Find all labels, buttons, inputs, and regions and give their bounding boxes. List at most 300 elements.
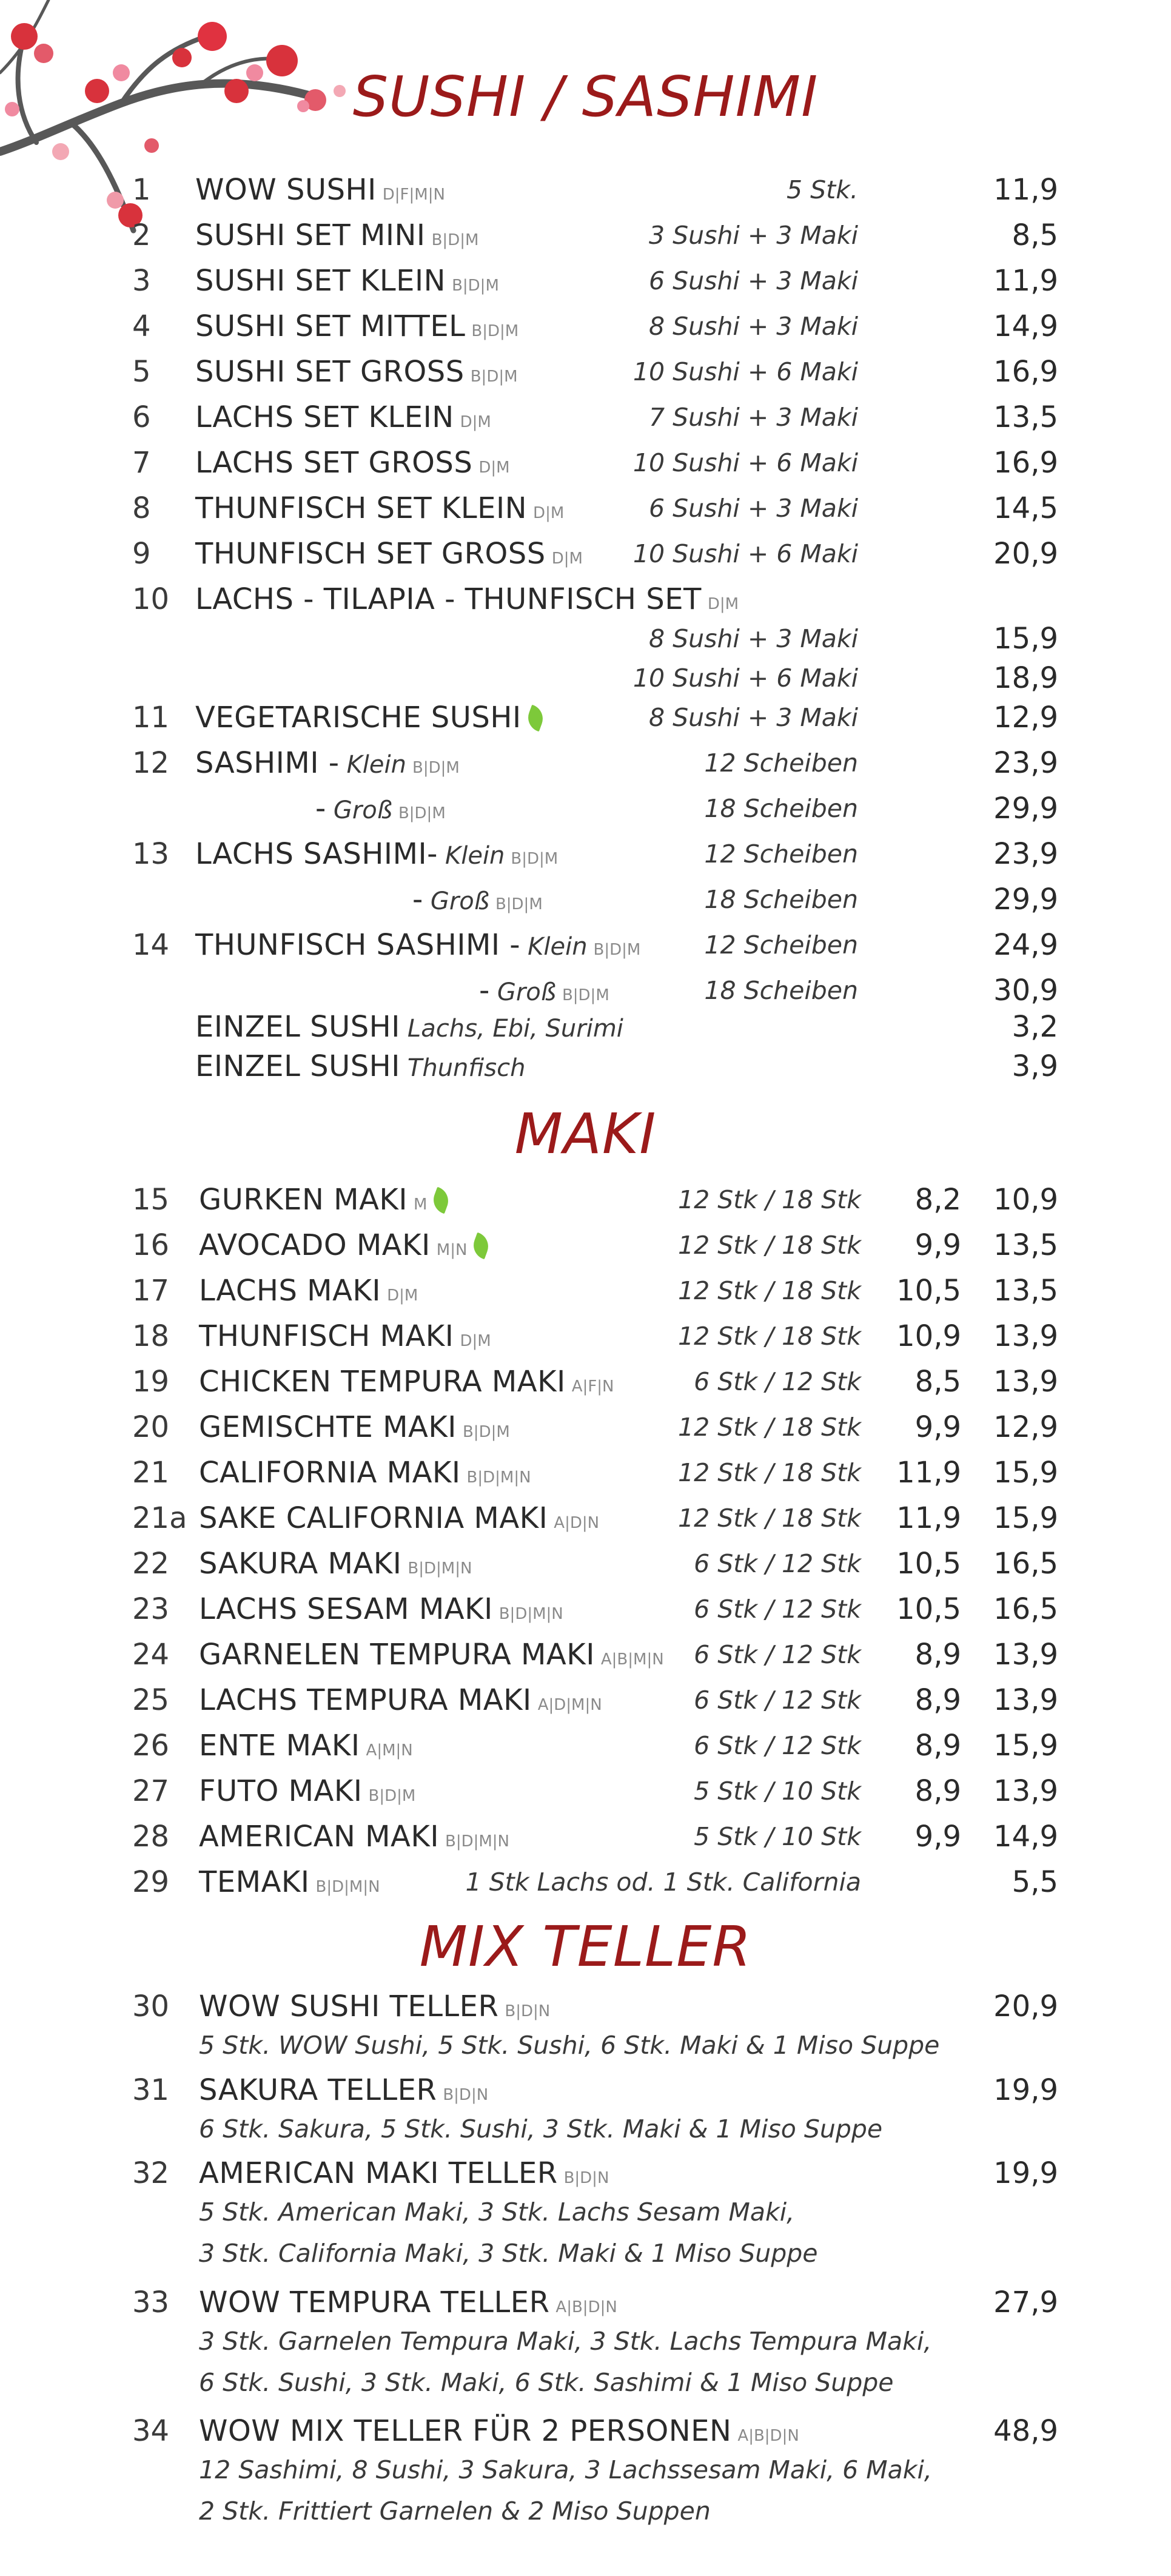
item-price-large: 10,9 [993, 1183, 1058, 1217]
item-name [199, 1319, 491, 1353]
item-price: 24,9 [993, 928, 1058, 962]
allergen-codes: B|D|M [452, 277, 499, 295]
item-name [195, 491, 564, 525]
menu-row [0, 2156, 1171, 2199]
item-name [199, 1683, 602, 1717]
item-number: 3 [132, 264, 151, 298]
item-title: - [315, 792, 326, 826]
item-price-small: 11,9 [896, 1501, 961, 1535]
allergen-codes: B|D|M [562, 986, 609, 1004]
item-name [199, 1592, 563, 1626]
item-price-small: 8,9 [914, 1774, 961, 1808]
menu-row [0, 1501, 1171, 1544]
item-number: 11 [132, 701, 170, 735]
item-portion: 6 Sushi + 3 Maki [648, 266, 858, 295]
item-name [199, 1865, 380, 1899]
item-title: SASHIMI - [195, 746, 340, 780]
item-price: 16,9 [993, 355, 1058, 389]
allergen-codes: B|D|M|N [445, 1832, 510, 1851]
item-price: 8,5 [1012, 218, 1058, 252]
menu-row [0, 1228, 1171, 1271]
item-contents-line: 3 Stk. California Maki, 3 Stk. Maki & 1 Miso Suppe [199, 2239, 818, 2268]
item-title: SUSHI SET GROSS [195, 355, 465, 389]
menu-row [0, 309, 1171, 352]
item-price-large: 13,9 [993, 1774, 1058, 1808]
item-name [199, 1638, 664, 1672]
menu-row [0, 582, 1171, 625]
item-portion: 12 Stk / 18 Stk [678, 1322, 861, 1351]
menu-row [0, 746, 1171, 789]
item-portion: 8 Sushi + 3 Maki [648, 624, 858, 653]
item-contents-line: 12 Sashimi, 8 Sushi, 3 Sakura, 3 Lachssesam Maki, 6 Maki, [199, 2455, 932, 2484]
item-title: - [479, 974, 490, 1007]
item-number: 9 [132, 537, 151, 571]
item-number: 16 [132, 1228, 170, 1262]
item-price: 3,9 [1012, 1049, 1058, 1083]
menu-row [0, 1456, 1171, 1498]
item-portion: 5 Stk. [787, 175, 858, 204]
allergen-codes: A|D|M|N [537, 1696, 602, 1714]
item-title: GEMISCHTE MAKI [199, 1410, 457, 1444]
item-price: 29,9 [993, 792, 1058, 826]
item-number: 24 [132, 1638, 170, 1672]
item-number: 7 [132, 446, 151, 480]
section-title-maki: MAKI [514, 1101, 657, 1166]
menu-row [0, 1365, 1171, 1407]
item-portion: 8 Sushi + 3 Maki [648, 312, 858, 341]
item-name [199, 2285, 617, 2319]
item-price: 20,9 [993, 1989, 1058, 2023]
menu-row [0, 2073, 1171, 2116]
allergen-codes: M [414, 1196, 428, 1214]
item-name [195, 928, 640, 962]
item-title: SAKURA TELLER [199, 2073, 437, 2107]
item-title: WOW TEMPURA TELLER [199, 2285, 550, 2319]
item-number: 4 [132, 309, 151, 343]
item-portion: 5 Stk / 10 Stk [694, 1777, 861, 1806]
item-name [199, 1410, 510, 1444]
item-name [199, 2073, 488, 2107]
item-price-small: 10,5 [896, 1592, 961, 1626]
item-portion: 12 Scheiben [704, 930, 858, 960]
item-price-small: 9,9 [914, 1228, 961, 1262]
item-price-large: 13,9 [993, 1365, 1058, 1399]
allergen-codes: A|B|D|N [737, 2427, 799, 2445]
item-portion: 7 Sushi + 3 Maki [648, 403, 858, 432]
allergen-codes: B|D|M [511, 850, 559, 868]
item-name [195, 400, 491, 434]
item-title: WOW SUSHI TELLER [199, 1989, 499, 2023]
item-price-large: 5,5 [1012, 1865, 1058, 1899]
item-price: 13,5 [993, 400, 1058, 434]
item-title: CALIFORNIA MAKI [199, 1456, 461, 1490]
item-name [315, 792, 446, 826]
item-portion: 6 Stk / 12 Stk [694, 1686, 861, 1715]
item-size-label: Klein [528, 933, 588, 961]
item-price-large: 16,5 [993, 1592, 1058, 1626]
item-name [195, 218, 478, 252]
item-number: 6 [132, 400, 151, 434]
allergen-codes: B|D|M|N [498, 1605, 563, 1623]
allergen-codes: A|B|M|N [600, 1650, 664, 1669]
item-number: 34 [132, 2414, 170, 2448]
item-price-small: 10,5 [896, 1274, 961, 1308]
allergen-codes: D|F|M|N [382, 186, 445, 204]
item-portion: 10 Sushi + 6 Maki [632, 448, 858, 477]
menu-row [0, 661, 1171, 704]
item-title: THUNFISCH MAKI [199, 1319, 454, 1353]
item-price-small: 8,9 [914, 1683, 961, 1717]
item-title: THUNFISCH SASHIMI - [195, 928, 521, 962]
menu-row [0, 1729, 1171, 1771]
allergen-codes: B|D|N [443, 2086, 489, 2104]
item-price-small: 9,9 [914, 1410, 961, 1444]
menu-row [0, 1010, 1171, 1052]
item-portion: 1 Stk Lachs od. 1 Stk. California [465, 1868, 861, 1897]
item-price-large: 13,9 [993, 1638, 1058, 1672]
item-name [195, 701, 543, 735]
item-name [199, 1729, 413, 1763]
allergen-codes: D|M [460, 1332, 491, 1350]
item-portion: 6 Stk / 12 Stk [694, 1595, 861, 1624]
item-size-label: Klein [346, 751, 406, 779]
menu-row [0, 264, 1171, 306]
item-number: 5 [132, 355, 151, 389]
item-number: 23 [132, 1592, 170, 1626]
item-number: 17 [132, 1274, 170, 1308]
item-number: 13 [132, 837, 170, 871]
item-price-large: 15,9 [993, 1729, 1058, 1763]
item-number: 27 [132, 1774, 170, 1808]
item-name [195, 1049, 525, 1083]
item-name [199, 1228, 489, 1262]
item-size-label: Groß [497, 978, 556, 1006]
menu-row [0, 1410, 1171, 1453]
item-portion: 6 Stk / 12 Stk [694, 1731, 861, 1760]
item-title: SAKURA MAKI [199, 1547, 402, 1581]
item-size-label: Thunfisch [407, 1054, 526, 1082]
item-name [195, 446, 510, 480]
item-name [195, 355, 518, 389]
item-name [199, 1274, 418, 1308]
item-number: 33 [132, 2285, 170, 2319]
item-price-small: 9,9 [914, 1820, 961, 1854]
allergen-codes: A|B|D|N [555, 2298, 617, 2316]
item-price-large: 14,9 [993, 1820, 1058, 1854]
item-price: 27,9 [993, 2285, 1058, 2319]
item-contents-line: 5 Stk. WOW Sushi, 5 Stk. Sushi, 6 Stk. Maki & 1 Miso Suppe [199, 2031, 940, 2060]
item-price-large: 13,5 [993, 1228, 1058, 1262]
item-size-label: Groß [430, 887, 489, 915]
item-portion: 12 Stk / 18 Stk [678, 1276, 861, 1305]
allergen-codes: B|D|M|N [466, 1468, 531, 1487]
allergen-codes: D|M [533, 504, 565, 522]
item-title: AMERICAN MAKI TELLER [199, 2156, 558, 2190]
allergen-codes: D|M [387, 1286, 418, 1305]
item-number: 21a [132, 1501, 187, 1535]
allergen-codes: A|F|N [571, 1377, 614, 1396]
menu-row [0, 2285, 1171, 2328]
item-price: 19,9 [993, 2156, 1058, 2190]
item-number: 32 [132, 2156, 170, 2190]
item-name [199, 1989, 550, 2023]
allergen-codes: B|D|M|N [315, 1878, 380, 1896]
item-title: GARNELEN TEMPURA MAKI [199, 1638, 595, 1672]
item-number: 14 [132, 928, 170, 962]
menu-row [0, 928, 1171, 970]
item-price: 48,9 [993, 2414, 1058, 2448]
menu-row [0, 173, 1171, 215]
item-price: 20,9 [993, 537, 1058, 571]
menu-row [0, 1547, 1171, 1589]
item-price: 19,9 [993, 2073, 1058, 2107]
item-name [195, 309, 518, 343]
item-portion: 18 Scheiben [704, 885, 858, 914]
allergen-codes: D|M [478, 459, 510, 477]
item-title: FUTO MAKI [199, 1774, 363, 1808]
item-price-large: 12,9 [993, 1410, 1058, 1444]
item-price-small: 8,5 [914, 1365, 961, 1399]
item-title: LACHS SET GROSS [195, 446, 473, 480]
item-title: LACHS MAKI [199, 1274, 381, 1308]
item-price: 18,9 [993, 661, 1058, 695]
item-portion: 6 Sushi + 3 Maki [648, 494, 858, 523]
item-name [412, 883, 543, 916]
item-contents-line: 5 Stk. American Maki, 3 Stk. Lachs Sesam Maki, [199, 2198, 795, 2227]
menu-row [0, 1592, 1171, 1635]
item-price-large: 13,9 [993, 1683, 1058, 1717]
allergen-codes: B|D|M [431, 231, 479, 249]
item-portion: 12 Stk / 18 Stk [678, 1458, 861, 1487]
allergen-codes: B|D|M [412, 759, 460, 777]
item-portion: 6 Stk / 12 Stk [694, 1367, 861, 1396]
item-title: SUSHI SET MINI [195, 218, 426, 252]
allergen-codes: B|D|M [462, 1423, 510, 1441]
item-title: LACHS SET KLEIN [195, 400, 454, 434]
menu-row [0, 1183, 1171, 1225]
vegetarian-leaf-icon [430, 1187, 452, 1214]
item-portion: 12 Scheiben [704, 839, 858, 869]
menu-row [0, 701, 1171, 743]
item-price-large: 13,5 [993, 1274, 1058, 1308]
menu-row [0, 218, 1171, 261]
menu-row [0, 1774, 1171, 1817]
item-title: EINZEL SUSHI [195, 1010, 400, 1044]
item-name [195, 837, 558, 871]
item-contents-line: 3 Stk. Garnelen Tempura Maki, 3 Stk. Lachs Tempura Maki, [199, 2327, 932, 2356]
item-price-large: 16,5 [993, 1547, 1058, 1581]
item-name [199, 1774, 415, 1808]
section-title-mix-teller: MIX TELLER [419, 1914, 752, 1979]
menu-row [0, 446, 1171, 488]
item-price-large: 13,9 [993, 1319, 1058, 1353]
vegetarian-leaf-icon [470, 1233, 492, 1260]
menu-row [0, 1865, 1171, 1908]
menu-row [0, 1049, 1171, 1092]
item-title: LACHS - TILAPIA - THUNFISCH SET [195, 582, 702, 616]
item-price: 15,9 [993, 622, 1058, 656]
item-name [199, 1365, 614, 1399]
item-number: 30 [132, 1989, 170, 2023]
item-portion: 6 Stk / 12 Stk [694, 1549, 861, 1578]
allergen-codes: B|D|N [563, 2169, 609, 2187]
item-number: 22 [132, 1547, 170, 1581]
item-number: 18 [132, 1319, 170, 1353]
item-price-large: 15,9 [993, 1456, 1058, 1490]
item-title: GURKEN MAKI [199, 1183, 408, 1217]
menu-row [0, 400, 1171, 443]
item-name [199, 2156, 609, 2190]
item-size-label: Klein [445, 842, 505, 870]
item-name [199, 1820, 509, 1854]
item-price: 23,9 [993, 837, 1058, 871]
allergen-codes: B|D|M|N [408, 1559, 472, 1578]
allergen-codes: B|D|M [495, 895, 543, 913]
item-number: 20 [132, 1410, 170, 1444]
item-name [199, 1456, 531, 1490]
item-number: 15 [132, 1183, 170, 1217]
item-portion: 12 Stk / 18 Stk [678, 1504, 861, 1533]
item-number: 2 [132, 218, 151, 252]
allergen-codes: B|D|M [470, 368, 518, 386]
item-number: 26 [132, 1729, 170, 1763]
item-price: 23,9 [993, 746, 1058, 780]
item-number: 8 [132, 491, 151, 525]
item-number: 28 [132, 1820, 170, 1854]
allergen-codes: B|D|M [593, 941, 641, 959]
item-title: AMERICAN MAKI [199, 1820, 439, 1854]
item-title: THUNFISCH SET KLEIN [195, 491, 528, 525]
menu-row [0, 1989, 1171, 2032]
item-number: 25 [132, 1683, 170, 1717]
item-number: 19 [132, 1365, 170, 1399]
menu-row [0, 1820, 1171, 1862]
item-price-small: 8,2 [914, 1183, 961, 1217]
allergen-codes: B|D|M [398, 804, 446, 822]
item-portion: 5 Stk / 10 Stk [694, 1822, 861, 1851]
item-number: 10 [132, 582, 170, 616]
item-title: WOW SUSHI [195, 173, 377, 207]
allergen-codes: B|D|M [471, 322, 519, 340]
item-title: THUNFISCH SET GROSS [195, 537, 546, 571]
item-title: VEGETARISCHE SUSHI [195, 701, 522, 735]
item-name [195, 582, 739, 616]
item-number: 29 [132, 1865, 170, 1899]
item-price: 12,9 [993, 701, 1058, 735]
section-title-sushi-sashimi: SUSHI / SASHIMI [352, 64, 819, 129]
item-title: SAKE CALIFORNIA MAKI [199, 1501, 548, 1535]
item-price: 30,9 [993, 974, 1058, 1007]
item-portion: 12 Stk / 18 Stk [678, 1413, 861, 1442]
item-title: LACHS SESAM MAKI [199, 1592, 493, 1626]
allergen-codes: M|N [436, 1241, 468, 1259]
menu-row [0, 537, 1171, 579]
item-contents-line: 6 Stk. Sakura, 5 Stk. Sushi, 3 Stk. Maki & 1 Miso Suppe [199, 2114, 883, 2144]
menu-row [0, 1683, 1171, 1726]
item-name [199, 1501, 599, 1535]
menu-row [0, 491, 1171, 534]
item-title: - [412, 883, 423, 916]
item-title: CHICKEN TEMPURA MAKI [199, 1365, 566, 1399]
menu-row [0, 2414, 1171, 2457]
item-portion: 3 Sushi + 3 Maki [648, 221, 858, 250]
item-price: 3,2 [1012, 1010, 1058, 1044]
item-price: 14,9 [993, 309, 1058, 343]
item-title: LACHS TEMPURA MAKI [199, 1683, 532, 1717]
item-size-label: Groß [333, 796, 392, 824]
item-number: 1 [132, 173, 151, 207]
item-title: WOW MIX TELLER FÜR 2 PERSONEN [199, 2414, 732, 2448]
menu-row [0, 1638, 1171, 1680]
menu-row [0, 883, 1171, 925]
item-name [195, 537, 583, 571]
item-number: 31 [132, 2073, 170, 2107]
item-title: AVOCADO MAKI [199, 1228, 431, 1262]
item-price-small: 8,9 [914, 1729, 961, 1763]
item-title: TEMAKI [199, 1865, 310, 1899]
item-contents-line: 6 Stk. Sushi, 3 Stk. Maki, 6 Stk. Sashimi & 1 Miso Suppe [199, 2368, 894, 2397]
allergen-codes: D|M [707, 595, 739, 613]
item-name [199, 1547, 472, 1581]
item-price-large: 15,9 [993, 1501, 1058, 1535]
item-title: LACHS SASHIMI- [195, 837, 438, 871]
menu-row [0, 1274, 1171, 1316]
allergen-codes: D|M [460, 413, 491, 431]
item-portion: 10 Sushi + 6 Maki [632, 664, 858, 693]
item-size-label: Lachs, Ebi, Surimi [407, 1015, 623, 1043]
item-price-small: 10,9 [896, 1319, 961, 1353]
item-number: 12 [132, 746, 170, 780]
item-name [195, 173, 445, 207]
item-price: 16,9 [993, 446, 1058, 480]
allergen-codes: D|M [551, 550, 583, 568]
item-portion: 12 Scheiben [704, 748, 858, 778]
item-name [195, 1010, 623, 1044]
item-number: 21 [132, 1456, 170, 1490]
allergen-codes: B|D|N [505, 2002, 551, 2020]
allergen-codes: A|D|N [554, 1514, 600, 1532]
item-price: 14,5 [993, 491, 1058, 525]
item-portion: 18 Scheiben [704, 976, 858, 1005]
item-price-small: 11,9 [896, 1456, 961, 1490]
item-title: SUSHI SET KLEIN [195, 264, 446, 298]
item-portion: 6 Stk / 12 Stk [694, 1640, 861, 1669]
item-portion: 10 Sushi + 6 Maki [632, 539, 858, 568]
item-title: EINZEL SUSHI [195, 1049, 400, 1083]
allergen-codes: A|M|N [366, 1741, 413, 1760]
menu-row [0, 792, 1171, 834]
item-name [195, 746, 460, 780]
item-price-small: 10,5 [896, 1547, 961, 1581]
item-portion: 12 Stk / 18 Stk [678, 1185, 861, 1214]
item-portion: 18 Scheiben [704, 794, 858, 823]
menu-row [0, 837, 1171, 879]
item-name [479, 974, 609, 1007]
item-contents-line: 2 Stk. Frittiert Garnelen & 2 Miso Suppen [199, 2497, 711, 2526]
item-name [199, 1183, 449, 1217]
vegetarian-leaf-icon [524, 705, 546, 732]
item-price: 11,9 [993, 264, 1058, 298]
item-portion: 10 Sushi + 6 Maki [632, 357, 858, 386]
item-title: ENTE MAKI [199, 1729, 360, 1763]
item-price-small: 8,9 [914, 1638, 961, 1672]
item-name [199, 2414, 799, 2448]
item-title: SUSHI SET MITTEL [195, 309, 466, 343]
item-portion: 12 Stk / 18 Stk [678, 1231, 861, 1260]
menu-row [0, 622, 1171, 664]
menu-row [0, 355, 1171, 397]
item-price: 29,9 [993, 883, 1058, 916]
